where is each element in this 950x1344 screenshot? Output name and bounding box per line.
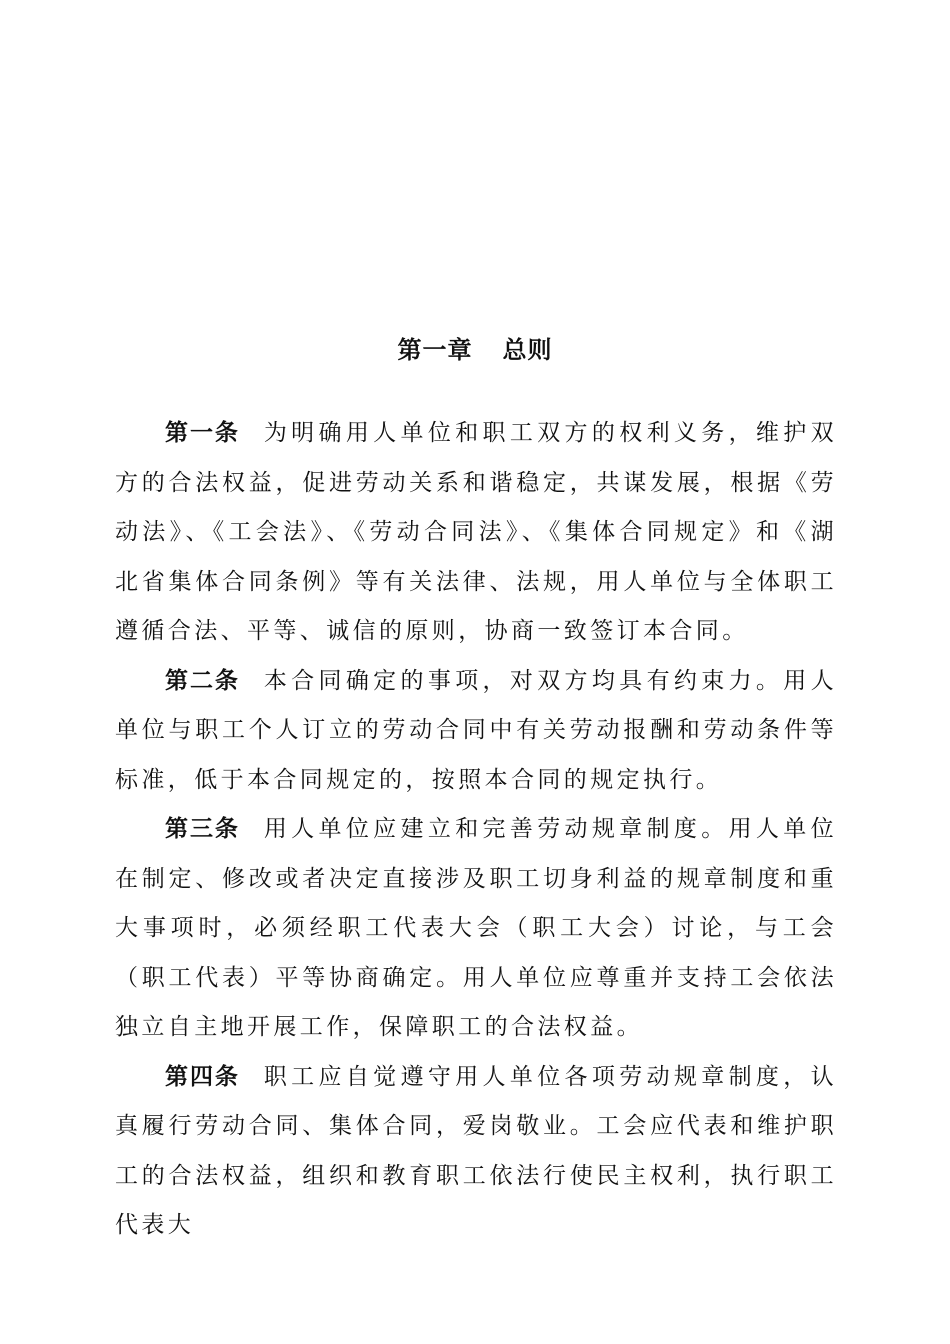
article-text: 本合同确定的事项，对双方均具有约束力。用人单位与职工个人订立的劳动合同中有关劳动报酬和劳动条件等标准，低于本合同规定的，按照本合同的规定执行。 — [115, 667, 838, 793]
chapter-heading — [0, 330, 950, 370]
chapter-number: 第一章 — [397, 336, 473, 364]
chapter-body — [115, 409, 837, 1251]
article-3 — [115, 805, 837, 1053]
article-label: 第四条 — [165, 1063, 240, 1090]
article-1 — [115, 409, 837, 657]
article-label: 第一条 — [165, 420, 240, 446]
article-4 — [115, 1053, 837, 1251]
article-label: 第三条 — [165, 816, 240, 842]
article-2 — [115, 657, 837, 806]
chapter-title: 总则 — [502, 336, 553, 364]
article-text: 为明确用人单位和职工双方的权利义务，维护双方的合法权益，促进劳动关系和谐稳定，共谋发展，根据《劳动法》、《工会法》、《劳动合同法》、《集体合同规定》和《湖北省集体合同条例》等有关法律、法规，用人单位与全体职工遵循合法、平等、诚信的原则，协商一致签订本合同。 — [115, 420, 838, 644]
article-label: 第二条 — [165, 667, 240, 694]
article-text: 用人单位应建立和完善劳动规章制度。用人单位在制定、修改或者决定直接涉及职工切身利益的规章制度和重大事项时，必须经职工代表大会（职工大会）讨论，与工会（职工代表）平等协商确定。用人单位应尊重并支持工会依法独立自主地开展工作，保障职工的合法权益。 — [115, 816, 838, 1040]
article-text: 职工应自觉遵守用人单位各项劳动规章制度，认真履行劳动合同、集体合同，爱岗敬业。工会应代表和维护职工的合法权益，组织和教育职工依法行使民主权利，执行职工代表大 — [115, 1063, 838, 1238]
